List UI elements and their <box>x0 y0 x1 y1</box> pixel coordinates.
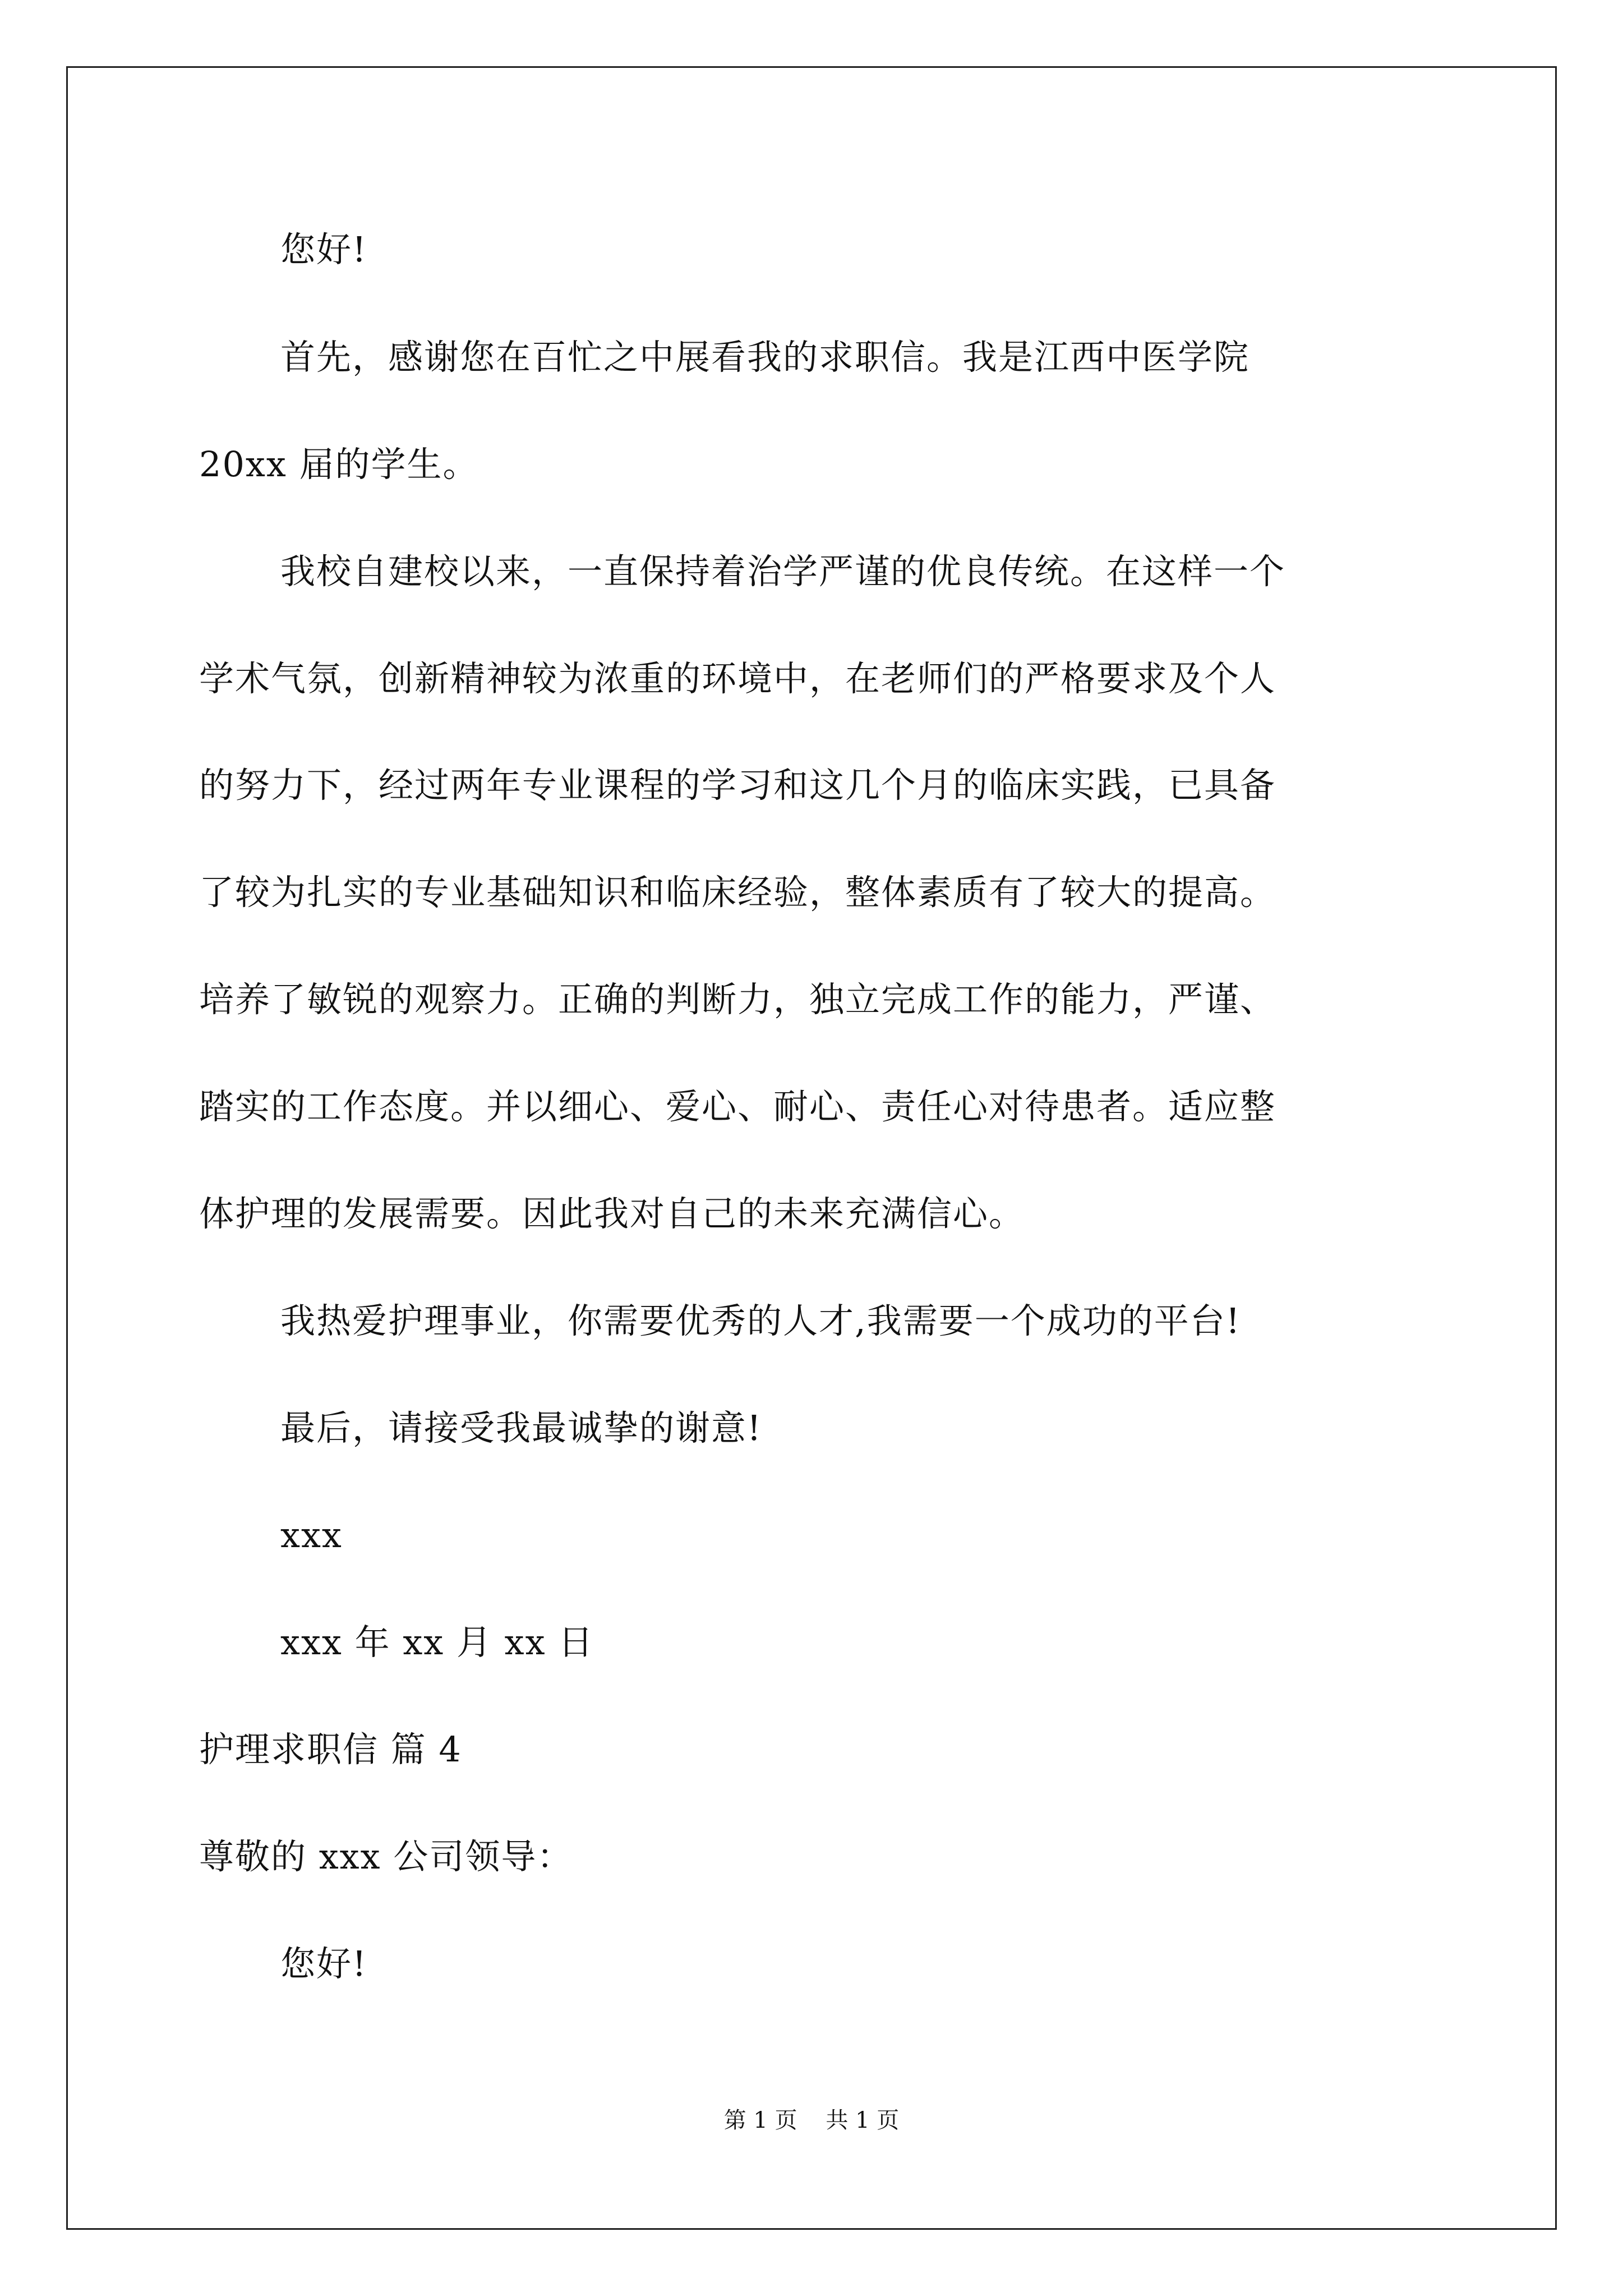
page-number-footer: 第 1 页 共 1 页 <box>723 2108 900 2133</box>
paragraph-line: 培养了敏锐的观察力。正确的判断力，独立完成工作的能力，严谨、 <box>199 979 1276 1020</box>
paragraph-line: 我校自建校以来，一直保持着治学严谨的优良传统。在这样一个 <box>280 551 1286 592</box>
paragraph-line: 的努力下，经过两年专业课程的学习和这几个月的临床实践，已具备 <box>199 765 1276 806</box>
paragraph-line: 学术气氛，创新精神较为浓重的环境中，在老师们的严格要求及个人 <box>199 658 1276 699</box>
paragraph-line: 我热爱护理事业，你需要优秀的人才,我需要一个成功的平台! <box>280 1300 1241 1341</box>
greeting-line: 您好! <box>280 229 367 270</box>
salutation-line: 尊敬的 xxx 公司领导： <box>199 1836 573 1877</box>
paragraph-line: 了较为扎实的专业基础知识和临床经验，整体素质有了较大的提高。 <box>199 872 1276 913</box>
page-frame <box>66 66 1557 2230</box>
paragraph-line: 踏实的工作态度。并以细心、爱心、耐心、责任心对待患者。适应整 <box>199 1086 1276 1127</box>
paragraph-line: 体护理的发展需要。因此我对自己的未来充满信心。 <box>199 1193 1025 1234</box>
signature-name: xxx <box>280 1515 343 1556</box>
paragraph-line: 20xx 届的学生。 <box>199 444 479 485</box>
closing-line: 最后，请接受我最诚挚的谢意! <box>280 1407 762 1448</box>
section-heading: 护理求职信 篇 4 <box>199 1729 462 1770</box>
paragraph-line: 首先，感谢您在百忙之中展看我的求职信。我是江西中医学院 <box>280 337 1250 378</box>
greeting-line: 您好! <box>280 1943 367 1984</box>
signature-date: xxx 年 xx 月 xx 日 <box>280 1622 594 1663</box>
